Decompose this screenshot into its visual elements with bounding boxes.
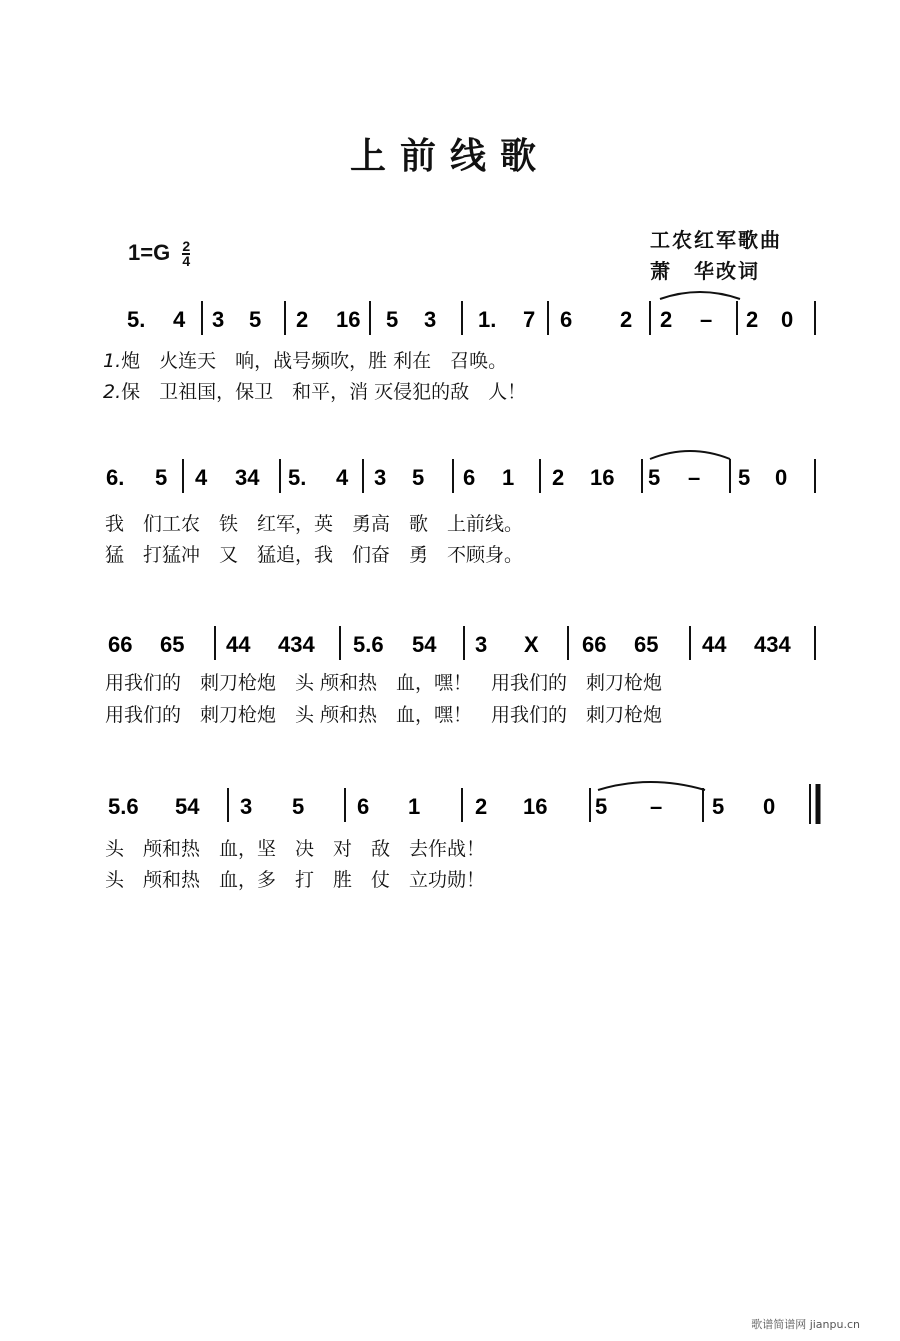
system-4-note: 6 <box>357 794 370 819</box>
system-3-note: 66 <box>582 632 607 657</box>
system-2-note: 6. <box>106 465 125 490</box>
system-2-note: 6 <box>463 465 476 490</box>
song-title: 上前线歌 <box>349 136 550 177</box>
system-3-note: 65 <box>634 632 659 657</box>
system-1-lyrics-1: 炮 火连天 响，战号频吹，胜 利在 召唤。 <box>121 350 508 372</box>
system-1-verse-2 <box>103 377 526 404</box>
system-2-note: 5 <box>155 465 168 490</box>
system-1-note: 5. <box>127 307 146 332</box>
system-2-note: 4 <box>195 465 208 490</box>
system-1-verse-1 <box>103 346 507 373</box>
system-4-lyrics-1: 头 颅和热 血，坚 决 对 敌 去作战！ <box>105 838 486 860</box>
system-2-lyrics-1: 我 们工农 铁 红军，英 勇高 歌 上前线。 <box>105 513 524 535</box>
verse-1-number: 1. <box>103 350 122 372</box>
system-1-note: 5 <box>249 307 262 332</box>
system-3-lyrics-2: 用我们的 刺刀枪炮 头 颅和热 血，嘿！ 用我们的 刺刀枪炮 <box>105 704 663 726</box>
system-3-note: 65 <box>160 632 185 657</box>
system-1-note: 4 <box>173 307 186 332</box>
system-4-note: 5 <box>595 794 608 819</box>
system-1-note: 2 <box>620 307 633 332</box>
system-1-note: – <box>700 307 713 332</box>
system-3-note: 3 <box>475 632 488 657</box>
system-1-staff <box>0 285 900 345</box>
system-3-note: 44 <box>702 632 727 657</box>
system-1-note: 2 <box>746 307 759 332</box>
tie-arc <box>650 451 730 459</box>
system-1-note: 0 <box>781 307 794 332</box>
system-4-note: 54 <box>175 794 200 819</box>
system-4-note: 5 <box>712 794 725 819</box>
system-2-note: 0 <box>775 465 788 490</box>
key-label: 1=G <box>128 240 171 265</box>
system-3-lyrics-1: 用我们的 刺刀枪炮 头 颅和热 血，嘿！ 用我们的 刺刀枪炮 <box>105 672 663 694</box>
system-4-note: 2 <box>475 794 488 819</box>
system-4-note: 3 <box>240 794 253 819</box>
system-3-note: 5.6 <box>353 632 384 657</box>
system-4-lyrics-2: 头 颅和热 血，多 打 胜 仗 立功勋！ <box>105 869 486 891</box>
system-2-note: 5 <box>412 465 425 490</box>
key-signature <box>128 240 190 268</box>
system-4-note: 16 <box>523 794 548 819</box>
system-3-note: 66 <box>108 632 133 657</box>
system-3-note: 44 <box>226 632 251 657</box>
system-2-note: 5 <box>738 465 751 490</box>
system-2-note: 3 <box>374 465 387 490</box>
system-2-staff <box>0 445 900 505</box>
time-signature-top: 2 <box>182 238 191 255</box>
system-3-note: 434 <box>754 632 791 657</box>
system-2-note: 5. <box>288 465 307 490</box>
system-1-note: 3 <box>212 307 225 332</box>
system-2-note: 16 <box>590 465 615 490</box>
system-1-note: 6 <box>560 307 573 332</box>
system-2-note: 5 <box>648 465 661 490</box>
system-4-note: 0 <box>763 794 776 819</box>
credit-lyricist: 萧 华改词 <box>650 259 760 283</box>
system-2-note: 1 <box>502 465 515 490</box>
system-4-note: – <box>650 794 663 819</box>
system-4-note: 5.6 <box>108 794 139 819</box>
system-1-note: 3 <box>424 307 437 332</box>
system-4-staff <box>0 770 900 830</box>
system-3-note: 54 <box>412 632 437 657</box>
system-2-note: – <box>688 465 701 490</box>
system-3-staff <box>0 600 900 675</box>
system-1-lyrics-2: 保 卫祖国，保卫 和平，消 灭侵犯的敌 人！ <box>121 381 527 403</box>
credit-composer: 工农红军歌曲 <box>650 228 782 252</box>
system-2-note: 34 <box>235 465 260 490</box>
time-signature <box>182 240 190 268</box>
system-1-note: 2 <box>296 307 309 332</box>
time-signature-bottom: 4 <box>182 253 191 270</box>
system-1-note: 5 <box>386 307 399 332</box>
verse-2-number: 2. <box>103 381 122 403</box>
system-1-note: 7 <box>523 307 536 332</box>
system-1-note: 1. <box>478 307 497 332</box>
system-2-note: 2 <box>552 465 565 490</box>
system-2-note: 4 <box>336 465 349 490</box>
system-3-note: 434 <box>278 632 315 657</box>
watermark: 歌谱简谱网 jianpu.cn <box>751 1318 860 1331</box>
tie-arc <box>660 292 740 299</box>
system-4-note: 1 <box>408 794 421 819</box>
tie-arc <box>598 782 705 790</box>
system-3-note: X <box>524 632 539 657</box>
system-4-note: 5 <box>292 794 305 819</box>
system-2-lyrics-2: 猛 打猛冲 又 猛追，我 们奋 勇 不顾身。 <box>105 544 524 566</box>
system-1-note: 16 <box>336 307 361 332</box>
system-1-note: 2 <box>660 307 673 332</box>
